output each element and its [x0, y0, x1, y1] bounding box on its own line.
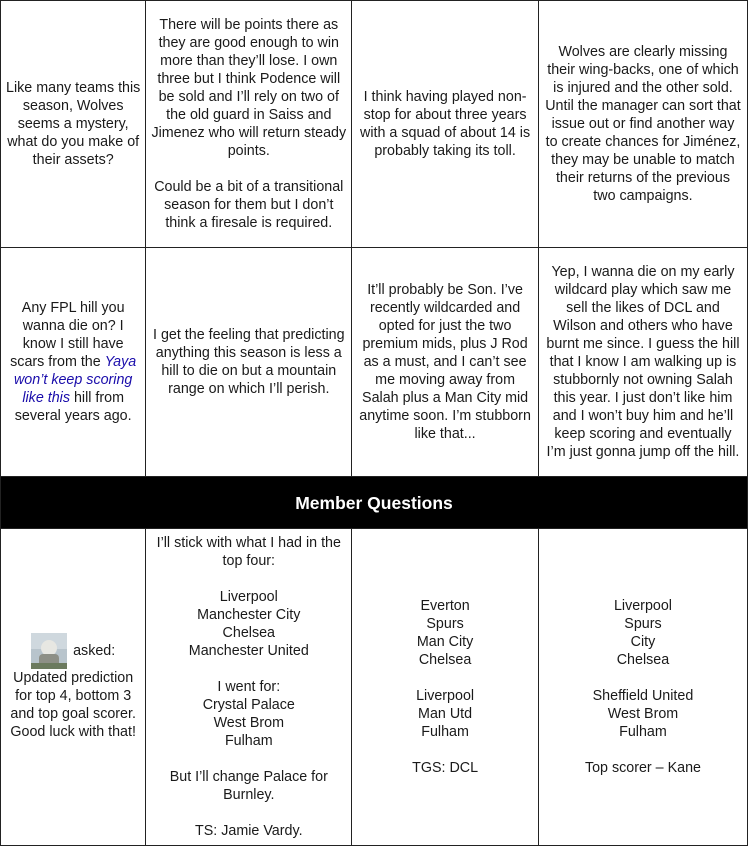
table-row: [1, 248, 748, 477]
list-item: West Brom: [213, 715, 284, 731]
answer-cell: [146, 1, 352, 248]
table-row: [1, 529, 748, 846]
asked-label: asked:: [73, 643, 116, 659]
answer-text: There will be points there as they are good enough to win more than they’ll lose. I own three but I think Podence will be sold and I’ll rely on two of the old guard in Saiss and Jimenez who will return steady points.: [151, 17, 347, 159]
list-item: Man Utd: [418, 706, 473, 722]
table-row: [1, 1, 748, 248]
list-item: Liverpool: [219, 589, 278, 605]
list-item: Liverpool: [613, 598, 672, 614]
list-item: Manchester United: [188, 643, 309, 659]
list-item: Fulham: [224, 733, 273, 749]
list-item: City: [630, 634, 656, 650]
question-text-part: Any FPL hill you wanna die on? I know I still have scars from the: [10, 300, 125, 370]
answer-text: Could be a bit of a transitional season for them but I don’t think a firesale is required.: [154, 179, 344, 231]
asker-line: [6, 633, 140, 669]
answer-intro: I went for:: [217, 679, 281, 695]
answer-cell: [146, 248, 352, 477]
list-item: Fulham: [619, 724, 667, 740]
question-text-part: hill from several years ago.: [14, 390, 132, 424]
list-item: Fulham: [421, 724, 469, 740]
top-scorer: Top scorer – Kane: [584, 760, 701, 776]
question-cell: [1, 248, 146, 477]
answer-cell: [352, 248, 539, 477]
answer-cell: [146, 529, 352, 846]
list-item: Man City: [416, 634, 474, 650]
avatar: [31, 633, 67, 669]
answer-cell: [352, 529, 539, 846]
answer-cell: [538, 248, 747, 477]
answer-text: It’ll probably be Son. I’ve recently wildcarded and opted for just the two premium mids, plus J Rod as a must, and I can’t see me moving away from Salah plus a Man City mid anytime soon. I’m stubborn like that...: [359, 282, 531, 442]
question-cell: [1, 1, 146, 248]
list-item: Liverpool: [416, 688, 475, 704]
section-header: Member Questions: [1, 477, 748, 529]
question-text: Updated prediction for top 4, bottom 3 and top goal scorer. Good luck with that!: [10, 670, 136, 740]
list-item: Spurs: [624, 616, 662, 632]
answer-cell: [538, 1, 747, 248]
answer-text: I think having played non-stop for about three years with a squad of about 14 is probably taking its toll.: [360, 89, 531, 159]
list-item: Chelsea: [418, 652, 472, 668]
answer-text: But I’ll change Palace for Burnley.: [169, 769, 328, 803]
question-text: Like many teams this season, Wolves seems a mystery, what do you make of their assets?: [6, 80, 141, 168]
question-text: [6, 299, 140, 425]
top-scorer: TGS: DCL: [412, 760, 479, 776]
list-item: Crystal Palace: [202, 697, 295, 713]
list-item: Spurs: [426, 616, 464, 632]
section-header-row: [1, 477, 748, 529]
question-link[interactable]: Yaya won’t keep scoring like this: [13, 354, 137, 406]
top-scorer: TS: Jamie Vardy.: [195, 823, 303, 839]
answer-text: Wolves are clearly missing their wing-backs, one of which is injured and the other sold. Until the manager can sort that issue out or find another way to create chances for Jiménez, they may be unable to match their returns of the previous two campaigns.: [545, 44, 741, 204]
list-item: Chelsea: [616, 652, 670, 668]
list-item: Chelsea: [222, 625, 276, 641]
list-item: West Brom: [607, 706, 679, 722]
answer-cell: [352, 1, 539, 248]
list-item: Everton: [420, 598, 470, 614]
list-item: Manchester City: [197, 607, 301, 623]
answer-text: Yep, I wanna die on my early wildcard play which saw me sell the likes of DCL and Wilson and others who have burnt me since. I guess the hill that I know I am walking up is stubbornly not owning Salah this year. I just don’t like him and I won’t buy him and he’ll keep scoring and eventually I’m just gonna jump off the hill.: [546, 264, 740, 460]
question-cell: [1, 529, 146, 846]
answer-intro: I’ll stick with what I had in the top four:: [156, 535, 341, 569]
list-item: Sheffield United: [592, 688, 694, 704]
answer-cell: [538, 529, 747, 846]
answer-text: I get the feeling that predicting anything this season is less a hill to die on but a mountain range on which I’ll perish.: [153, 327, 345, 397]
